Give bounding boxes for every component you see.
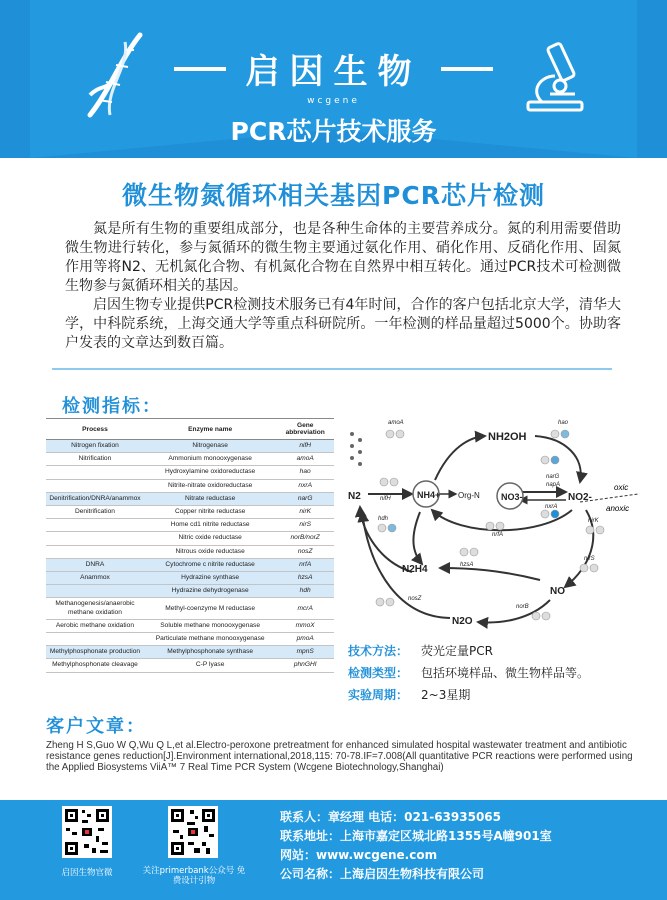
gene-norB: norB [516, 604, 529, 610]
table-cell-process: Anammox [46, 572, 144, 585]
table-cell-process [46, 545, 144, 558]
qr2-caption: 关注primerbank公众号 免费设计引物 [142, 866, 246, 886]
table-body [46, 440, 334, 673]
nitrogen-cycle-diagram [340, 412, 640, 638]
qr-icon [62, 806, 112, 858]
table-row [46, 572, 334, 585]
qr1-caption: 启因生物官微 [61, 868, 113, 878]
info-method [348, 642, 648, 659]
info-method-value: 荧光定量PCR [421, 644, 493, 658]
table-cell-process [46, 466, 144, 479]
table-cell-process [46, 633, 144, 646]
table-cell-gene: mcrA [276, 598, 334, 619]
table-cell-enzyme: Nitrogenase [144, 440, 276, 453]
brand-sub: wcgene [307, 96, 360, 106]
brand-name: 启因生物 [245, 52, 422, 92]
table-cell-enzyme: Nitric oxide reductase [144, 532, 276, 545]
service-title: PCR芯片技术服务 [230, 117, 437, 146]
info-sample-value: 包括环境样品、微生物样品等。 [421, 666, 590, 680]
table-row [46, 440, 334, 453]
page-title: 微生物氮循环相关基因PCR芯片检测 [122, 181, 545, 210]
node-nh4: NH4+ [417, 490, 441, 500]
table-row [46, 519, 334, 532]
table-row [46, 558, 334, 571]
gene-table [46, 418, 334, 690]
table-cell-enzyme: C-P lyase [144, 659, 276, 672]
table-cell-gene: nirS [276, 519, 334, 532]
node-orgn: Org-N [458, 491, 480, 500]
table-cell-enzyme: Nitrous oxide reductase [144, 545, 276, 558]
gene-nosZ: nosZ [408, 596, 422, 602]
abundance-pies [376, 430, 604, 620]
table-row [46, 532, 334, 545]
node-no: NO [550, 586, 565, 597]
gene-nirK: nirK [588, 518, 599, 524]
table-cell-process: Methylphosphonate production [46, 646, 144, 659]
arrow-no-n2h4 [440, 568, 540, 580]
table-cell-gene: nifH [276, 440, 334, 453]
table-cell-process: Nitrification [46, 453, 144, 466]
table-cell-enzyme: Nitrate reductase [144, 492, 276, 505]
qr-code-primerbank[interactable] [168, 806, 218, 858]
brand-line-right [441, 67, 493, 71]
table-row [46, 659, 334, 672]
table-cell-gene: nrfA [276, 558, 334, 571]
zone-oxic: oxic [614, 483, 629, 492]
table-row [46, 506, 334, 519]
table-row [46, 545, 334, 558]
contact-block [280, 808, 660, 884]
header-gene: Gene abbreviation [276, 419, 334, 440]
qr-icon [168, 806, 218, 858]
table-cell-enzyme: Nitrite-nitrate oxidoreductase [144, 479, 276, 492]
table-cell-process: Denitrification [46, 506, 144, 519]
arrow-nh4-n2h4 [413, 512, 422, 564]
brand-line-left [174, 67, 226, 71]
table-cell-process: Methylphosphonate cleavage [46, 659, 144, 672]
info-method-key: 技术方法： [348, 644, 409, 658]
table-cell-gene: nirK [276, 506, 334, 519]
table-cell-process [46, 519, 144, 532]
table-cell-gene: hao [276, 466, 334, 479]
info-sample-key: 检测类型： [348, 666, 409, 680]
header-enzyme: Enzyme name [144, 419, 276, 440]
gene-hao: hao [558, 420, 569, 426]
dots-decoration [350, 432, 362, 466]
table-cell-enzyme: Home cd1 nitrite reductase [144, 519, 276, 532]
table-cell-process [46, 532, 144, 545]
table-cell-gene: mmoX [276, 619, 334, 632]
table-row [46, 466, 334, 479]
table-cell-enzyme: Ammonium monooxygenase [144, 453, 276, 466]
table-cell-process [46, 585, 144, 598]
table-cell-enzyme: Hydroxylamine oxidoreductase [144, 466, 276, 479]
info-period-key: 实验周期： [348, 688, 409, 702]
gene-nxrA: nxrA [545, 504, 558, 510]
table-row [46, 585, 334, 598]
info-period [348, 686, 648, 703]
gene-amoA: amoA [388, 420, 404, 426]
table-cell-gene: hzsA [276, 572, 334, 585]
info-sample-type [348, 664, 648, 681]
brand-row [0, 44, 667, 93]
table-cell-process: DNRA [46, 558, 144, 571]
gene-hdh: hdh [378, 516, 389, 522]
table-row [46, 619, 334, 632]
contact-person: 联系人：章经理 电话：021-63935065 [280, 810, 502, 824]
table-cell-enzyme: Copper nitrite reductase [144, 506, 276, 519]
gene-nrfA: nrfA [492, 532, 504, 538]
table-cell-enzyme: Cytochrome c nitrite reductase [144, 558, 276, 571]
reference-text: Zheng H S,Guo W Q,Wu Q L,et al.Electro-peroxone pretreatment for enhanced simulated hospital wastewater treatment and antibiotic resistance genes reduction[J].Environment international,2018,115: 70-78.IF=7.008(All quantitative PCR reactions were performed using the Applied Biosystems ViiA™ 7 Real Time PCR System (Wcgene Biotechnology,Shanghai) [46, 740, 633, 774]
table-cell-enzyme: Hydrazine synthase [144, 572, 276, 585]
contact-company: 公司名称：上海启因生物科技有限公司 [280, 867, 485, 881]
node-no2: NO2- [568, 492, 592, 503]
node-n2h4: N2H4 [402, 564, 428, 575]
gene-napA: napA [546, 482, 561, 488]
intro-paragraph-2: 启因生物专业提供PCR检测技术服务已有4年时间，合作的客户包括北京大学，清华大学，中科院系统，上海交通大学等重点科研院所。一年检测的样品量超过5000个。协助客户发表的文章达到数百篇。 [65, 297, 621, 351]
table-cell-gene: pmoA [276, 633, 334, 646]
qr-code-wechat[interactable] [62, 806, 112, 858]
table-cell-process: Denitrification/DNRA/anammox [46, 492, 144, 505]
gene-nirS: nirS [584, 556, 595, 562]
table-row [46, 633, 334, 646]
table-cell-gene: phnGHI [276, 659, 334, 672]
table-cell-process: Nitrogen fixation [46, 440, 144, 453]
section-indicators: 检测指标： [62, 396, 162, 417]
arrow-nh4-nh2oh [435, 436, 485, 480]
table-cell-process: Methanogenesis/anaerobic methane oxidation [46, 598, 144, 619]
table-cell-process [46, 479, 144, 492]
table-row [46, 479, 334, 492]
table-cell-gene: nxrA [276, 479, 334, 492]
intro-paragraph-1: 氮是所有生物的重要组成部分，也是各种生命体的主要营养成分。氮的利用需要借助微生物进行转化，参与氮循环的微生物主要通过氨化作用、硝化作用、反硝化作用、固氮作用等将N2、无机氮化合物、有机氮化合物在自然界中相互转化。通过PCR技术可检测微生物参与氮循环相关的基因。 [65, 221, 621, 294]
table-cell-gene: nosZ [276, 545, 334, 558]
arrow-no-n2o [478, 600, 550, 622]
node-no3: NO3- [501, 492, 523, 502]
table-cell-gene: narG [276, 492, 334, 505]
table-cell-process: Aerobic methane oxidation [46, 619, 144, 632]
info-period-value: 2~3星期 [421, 688, 471, 702]
gene-nifH: nifH [380, 496, 391, 502]
divider [52, 368, 612, 370]
gene-narG: narG [546, 474, 560, 480]
table-row [46, 492, 334, 505]
table-cell-gene: mpnS [276, 646, 334, 659]
table-cell-enzyme: Soluble methane monooxygenase [144, 619, 276, 632]
contact-website[interactable]: 网站：www.wcgene.com [280, 848, 438, 862]
node-n2o: N2O [452, 616, 473, 627]
table-cell-enzyme: Methyl-coenzyme M reductase [144, 598, 276, 619]
table-cell-enzyme: Methylphosphonate synthase [144, 646, 276, 659]
table-cell-enzyme: Hydrazine dehydrogenase [144, 585, 276, 598]
intro-text [65, 220, 621, 353]
gene-hzsA: hzsA [460, 562, 474, 568]
header-process: Process [46, 419, 144, 440]
table-cell-gene: hdh [276, 585, 334, 598]
table-row [46, 598, 334, 619]
node-nh2oh: NH2OH [488, 431, 527, 443]
table-cell-enzyme: Particulate methane monooxygenase [144, 633, 276, 646]
zone-anoxic: anoxic [606, 504, 630, 513]
section-articles: 客户文章： [46, 716, 146, 737]
contact-address: 联系地址：上海市嘉定区城北路1355号A幢901室 [280, 829, 552, 843]
table-row [46, 453, 334, 466]
table-cell-gene: norB/norZ [276, 532, 334, 545]
table-row [46, 646, 334, 659]
table-cell-gene: amoA [276, 453, 334, 466]
node-n2: N2 [348, 491, 361, 502]
